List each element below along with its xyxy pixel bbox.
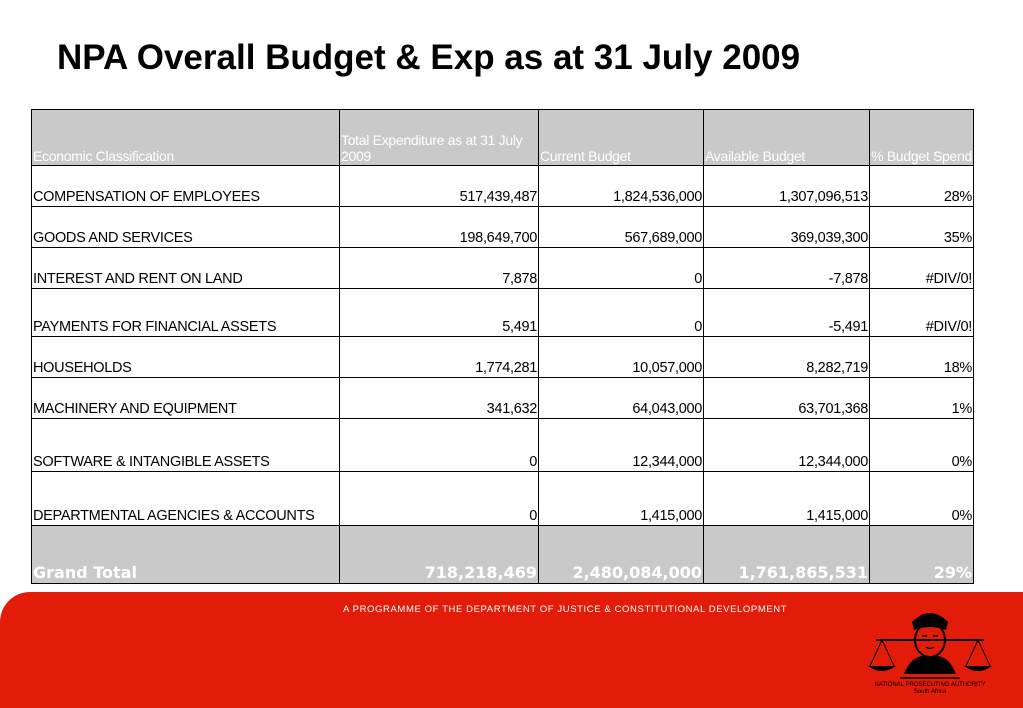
table-row	[32, 378, 974, 419]
table-cell: SOFTWARE & INTANGIBLE ASSETS	[32, 419, 340, 472]
table-cell: COMPENSATION OF EMPLOYEES	[32, 166, 340, 207]
column-header: Total Expenditure as at 31 July 2009	[340, 110, 539, 166]
logo-text-line2: South Africa	[913, 689, 947, 695]
table-cell: -5,491	[704, 289, 870, 337]
table-row	[32, 472, 974, 526]
table-cell: 12,344,000	[704, 419, 870, 472]
logo-caption	[862, 682, 998, 696]
table-cell: 0%	[870, 419, 974, 472]
table-cell: Grand Total	[32, 526, 340, 584]
table-cell: 8,282,719	[704, 337, 870, 378]
table-cell: DEPARTMENTAL AGENCIES & ACCOUNTS	[32, 472, 340, 526]
table-cell: 0	[539, 289, 704, 337]
table-row	[32, 248, 974, 289]
logo-text-line1: NATIONAL PROSECUTING AUTHORITY	[874, 682, 986, 688]
grand-total-row	[32, 526, 974, 584]
table-cell: 198,649,700	[340, 207, 539, 248]
table-cell: 2,480,084,000	[539, 526, 704, 584]
table-cell: 1,774,281	[340, 337, 539, 378]
table-cell: #DIV/0!	[870, 289, 974, 337]
table-row	[32, 337, 974, 378]
table-cell: -7,878	[704, 248, 870, 289]
table-row	[32, 207, 974, 248]
table-cell: 1,824,536,000	[539, 166, 704, 207]
table-cell: 1,415,000	[704, 472, 870, 526]
table-cell: 0	[539, 248, 704, 289]
table-cell: 5,491	[340, 289, 539, 337]
table-cell: 567,689,000	[539, 207, 704, 248]
table-cell: 718,218,469	[340, 526, 539, 584]
table-cell: #DIV/0!	[870, 248, 974, 289]
table-cell: 18%	[870, 337, 974, 378]
table-cell: 1%	[870, 378, 974, 419]
table-cell: 0	[340, 419, 539, 472]
table-cell: 10,057,000	[539, 337, 704, 378]
table-cell: 0%	[870, 472, 974, 526]
table-cell: 1,307,096,513	[704, 166, 870, 207]
table-cell: 7,878	[340, 248, 539, 289]
table-cell: PAYMENTS FOR FINANCIAL ASSETS	[32, 289, 340, 337]
column-header: Economic Classification	[32, 110, 340, 166]
column-header: Available Budget	[704, 110, 870, 166]
table-row	[32, 289, 974, 337]
table-cell: MACHINERY AND EQUIPMENT	[32, 378, 340, 419]
table-cell: 1,415,000	[539, 472, 704, 526]
table-header-row	[32, 110, 974, 166]
table-row	[32, 166, 974, 207]
table-cell: GOODS AND SERVICES	[32, 207, 340, 248]
column-header: Current Budget	[539, 110, 704, 166]
table-cell: 63,701,368	[704, 378, 870, 419]
table-cell: 29%	[870, 526, 974, 584]
table-cell: 28%	[870, 166, 974, 207]
page-title: NPA Overall Budget & Exp as at 31 July 2009	[57, 38, 801, 77]
table-cell: 517,439,487	[340, 166, 539, 207]
footer-text: A PROGRAMME OF THE DEPARTMENT OF JUSTICE & CONSTITUTIONAL DEVELOPMENT	[343, 604, 788, 615]
table-row	[32, 419, 974, 472]
column-header: % Budget Spend	[870, 110, 974, 166]
table-cell: 35%	[870, 207, 974, 248]
table-cell: HOUSEHOLDS	[32, 337, 340, 378]
table-cell: 341,632	[340, 378, 539, 419]
table-cell: 0	[340, 472, 539, 526]
table-cell: 12,344,000	[539, 419, 704, 472]
table-cell: 64,043,000	[539, 378, 704, 419]
table-cell: INTEREST AND RENT ON LAND	[32, 248, 340, 289]
budget-table	[31, 109, 974, 584]
table-cell: 1,761,865,531	[704, 526, 870, 584]
table-cell: 369,039,300	[704, 207, 870, 248]
